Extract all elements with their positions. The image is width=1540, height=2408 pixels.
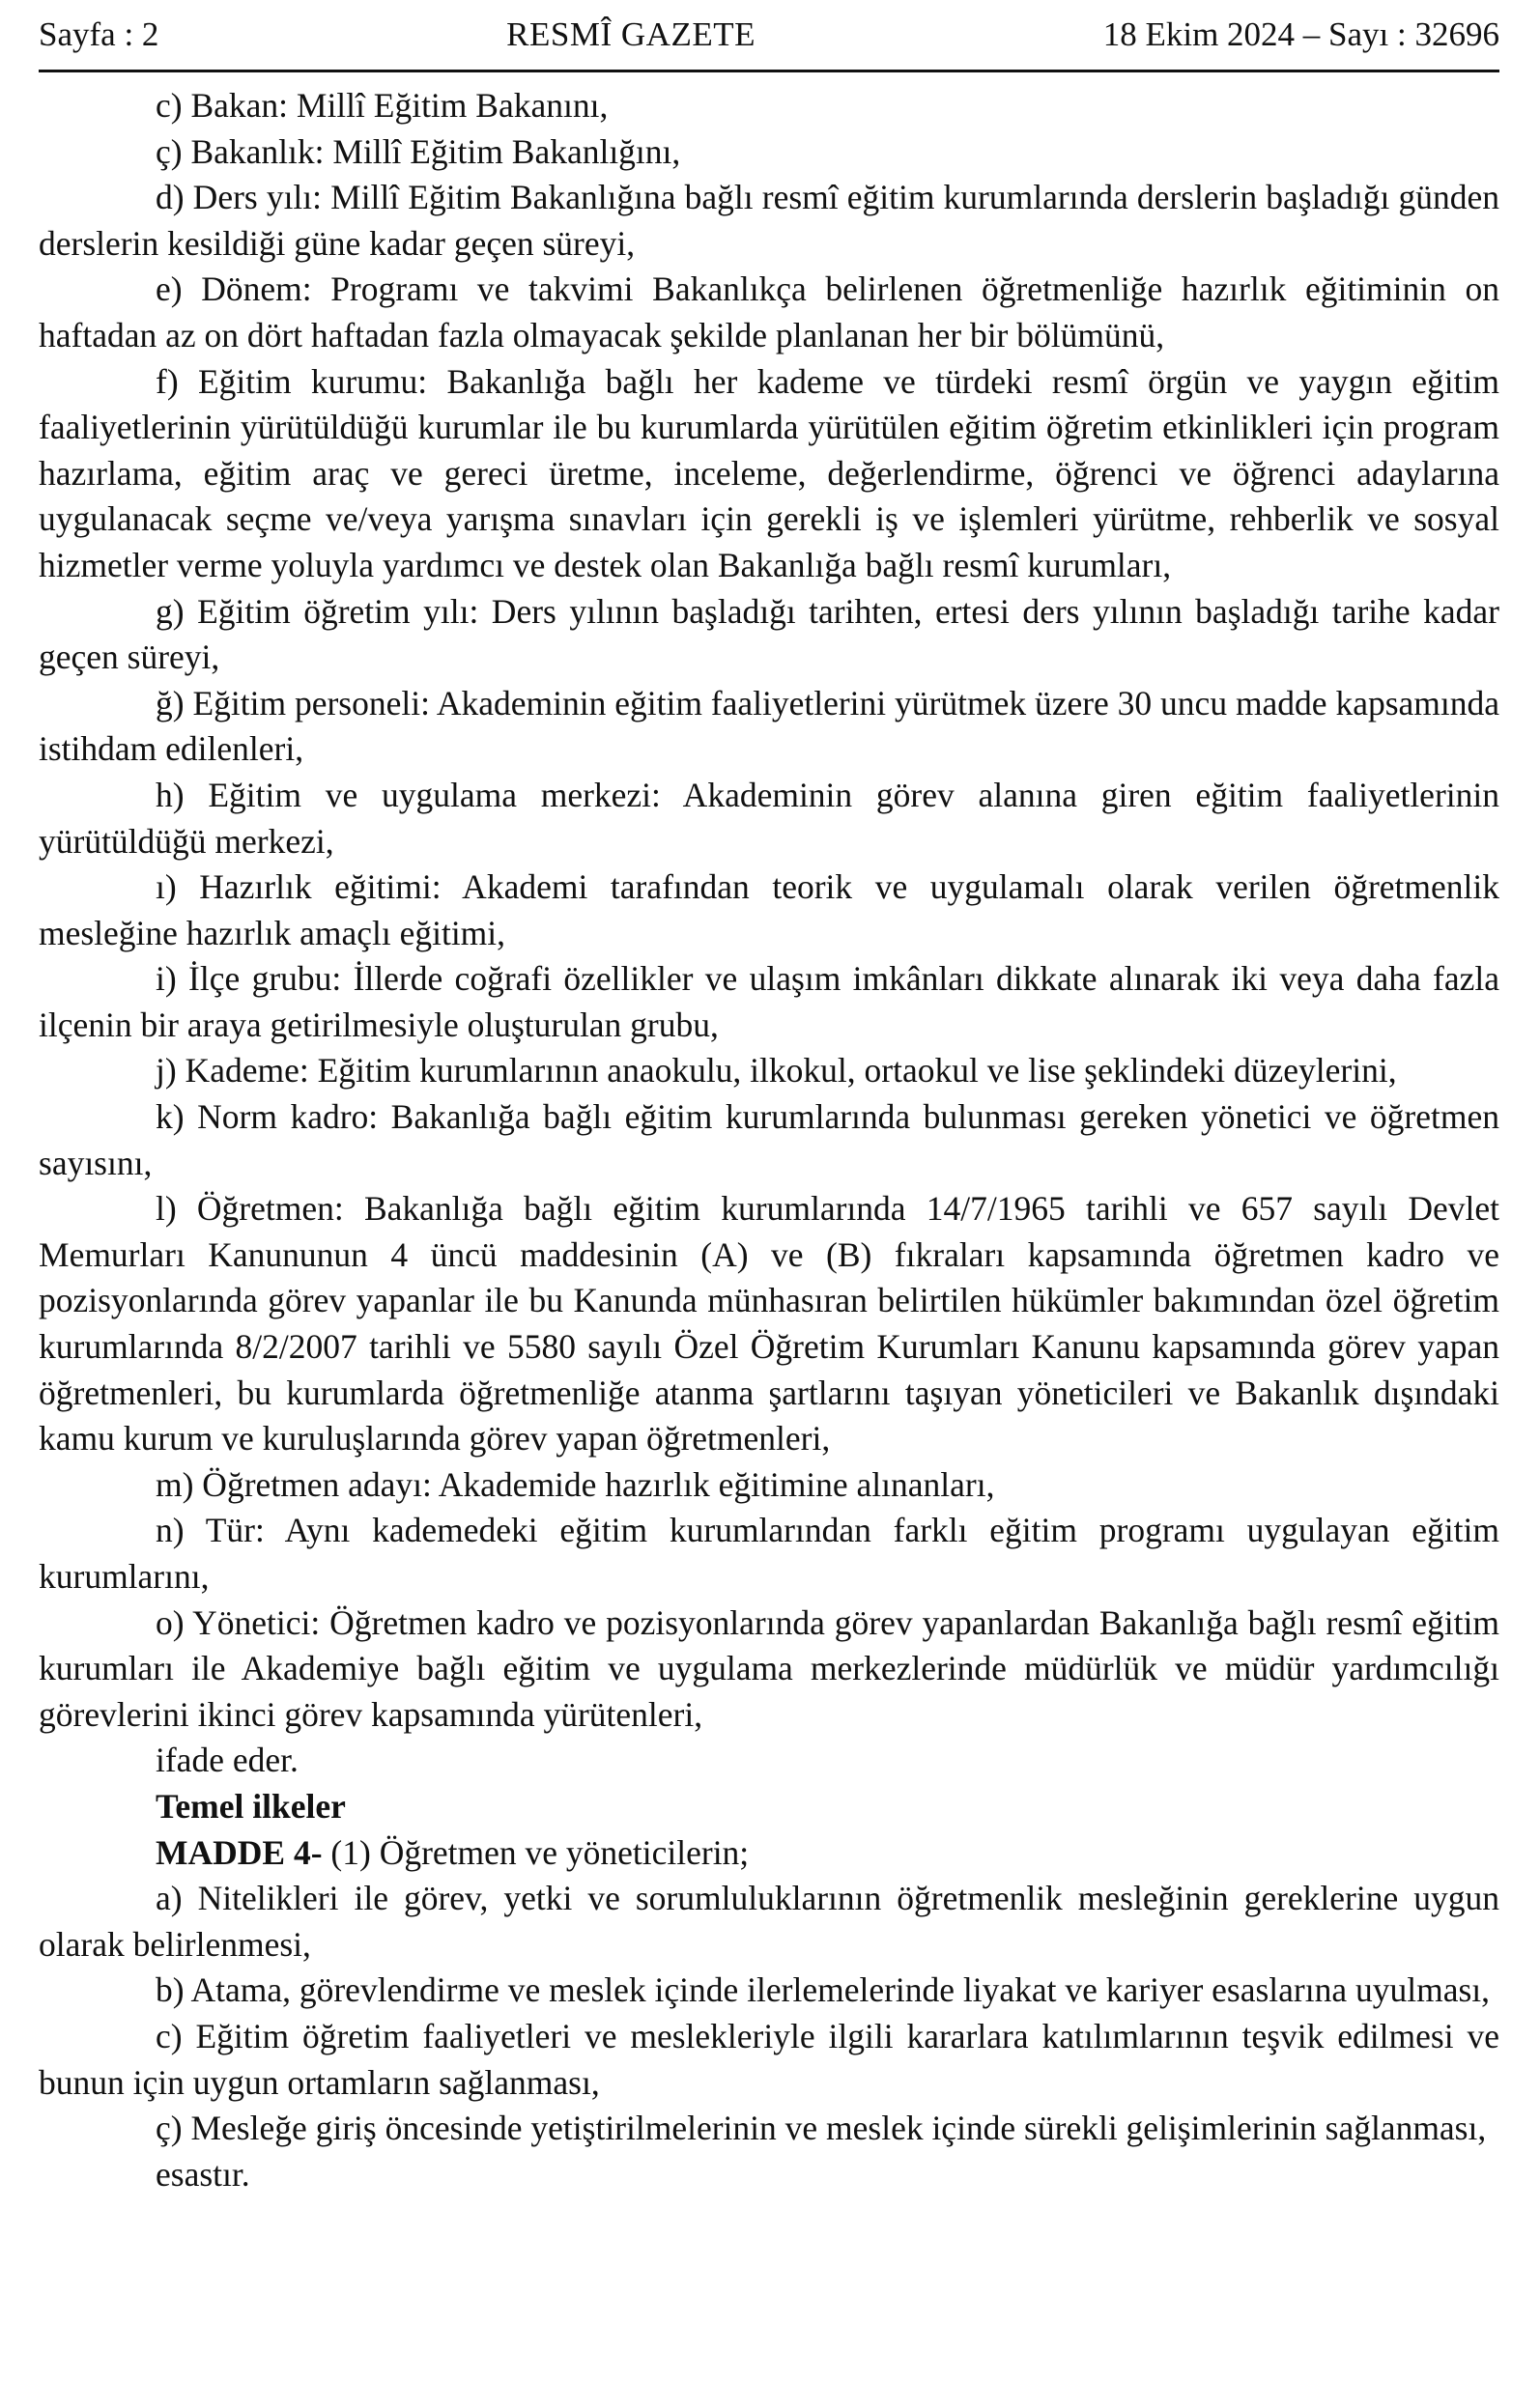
definitions-closing: ifade eder. <box>156 1741 299 1780</box>
principle-c: c) Eğitim öğretim faaliyetleri ve meslekleriyle ilgili kararlara katılımlarının teşvik edilmesi ve bunun için uygun ortamların sağlanması, <box>39 2016 1499 2102</box>
definition-gg: ğ) Eğitim personeli: Akademinin eğitim faaliyetlerini yürütmek üzere 30 uncu madde kapsamında istihdam edilenleri, <box>39 683 1500 769</box>
section-heading: Temel ilkeler <box>156 1786 346 1826</box>
definition-o: o) Yönetici: Öğretmen kadro ve pozisyonlarında görev yapanlardan Bakanlığa bağlı resmî eğitim kurumları ile Akademiye bağlı eğitim ve uygulama merkezlerinde müdürlük ve müdür yardımcılığı görevlerini ikinci görev kapsamında yürütenleri, <box>39 1602 1499 1734</box>
page-number: Sayfa : 2 <box>39 15 159 53</box>
definition-g: g) Eğitim öğretim yılı: Ders yılının başladığı tarihten, ertesi ders yılının başladığı tarihe kadar geçen süreyi, <box>39 591 1499 677</box>
definition-l: l) Öğretmen: Bakanlığa bağlı eğitim kurumlarında 14/7/1965 tarihli ve 657 sayılı Devlet Memurları Kanununun 4 üncü maddesinin (A) ve (B) fıkraları kapsamında öğretmen kadro ve pozisyonlarında görev yapanlar ile bu Kanunda münhasıran belirtilen hükümler bakımından özel öğretim kurumlarında 8/2/2007 tarihli ve 5580 sayılı Özel Öğretim Kurumları Kanunu kapsamında görev yapan öğretmenleri, bu kurumlarda öğretmenliğe atanma şartlarını taşıyan yöneticileri ve Bakanlık dışındaki kamu kurum ve kuruluşlarında görev yapan öğretmenleri, <box>39 1189 1499 1459</box>
article-label: MADDE 4- <box>156 1832 323 1872</box>
principle-b: b) Atama, görevlendirme ve meslek içinde ilerlemelerinde liyakat ve kariyer esaslarına uyulması, <box>156 1970 1491 2010</box>
definition-j: j) Kademe: Eğitim kurumlarının anaokulu, ilkokul, ortaokul ve lise şeklindeki düzeylerini, <box>156 1051 1397 1091</box>
definition-f: f) Eğitim kurumu: Bakanlığa bağlı her kademe ve türdeki resmî örgün ve yaygın eğitim faaliyetlerinin yürütüldüğü kurumlar ile bu kurumlarda yürütülen eğitim öğretim etkinlikleri için program hazırlama, eğitim araç ve gereci üretme, inceleme, değerlendirme, öğrenci ve öğrenci adaylarına uygulanacak seçme ve/veya yarışma sınavları için gerekli iş ve işlemleri yürütme, rehberlik ve sosyal hizmetler verme yoluyla yardımcı ve destek olan Bakanlığa bağlı resmî kurumları, <box>39 361 1499 584</box>
definition-d: d) Ders yılı: Millî Eğitim Bakanlığına bağlı resmî eğitim kurumlarında derslerin başladığı günden derslerin kesildiği güne kadar geçen süreyi, <box>39 178 1499 263</box>
definition-e: e) Dönem: Programı ve takvimi Bakanlıkça belirlenen öğretmenliğe hazırlık eğitiminin on haftadan az on dört haftadan fazla olmayacak şekilde planlanan her bir bölümünü, <box>39 269 1499 354</box>
definition-i: i) İlçe grubu: İllerde coğrafi özellikler ve ulaşım imkânları dikkate alınarak iki veya daha fazla ilçenin bir araya getirilmesiyle oluşturulan grubu, <box>39 959 1499 1044</box>
principle-cc: ç) Mesleğe giriş öncesinde yetiştirilmelerinin ve meslek içinde sürekli gelişimlerinin sağlanması, <box>156 2109 1487 2148</box>
definition-cc: ç) Bakanlık: Millî Eğitim Bakanlığını, <box>156 131 681 171</box>
definition-k: k) Norm kadro: Bakanlığa bağlı eğitim kurumlarında bulunması gereken yönetici ve öğretmen sayısını, <box>39 1097 1499 1182</box>
publication-title: RESMÎ GAZETE <box>506 15 756 53</box>
article-body <box>39 83 1499 2197</box>
definition-n: n) Tür: Aynı kademedeki eğitim kurumlarından farklı eğitim programı uygulayan eğitim kurumlarını, <box>39 1511 1499 1596</box>
article-4-text: (1) Öğretmen ve yöneticilerin; <box>322 1832 750 1872</box>
page-header <box>39 8 1499 62</box>
principle-a: a) Nitelikleri ile görev, yetki ve sorumluluklarının öğretmenlik mesleğinin gereklerine uygun olarak belirlenmesi, <box>39 1879 1499 1964</box>
definition-i-dotless: ı) Hazırlık eğitimi: Akademi tarafından teorik ve uygulamalı olarak verilen öğretmenlik mesleğine hazırlık amaçlı eğitimi, <box>39 867 1499 952</box>
definition-h: h) Eğitim ve uygulama merkezi: Akademinin görev alanına giren eğitim faaliyetlerinin yürütüldüğü merkezi, <box>39 775 1499 861</box>
article-4-intro <box>39 1830 1499 1877</box>
issue-date: 18 Ekim 2024 – Sayı : 32696 <box>1102 15 1499 53</box>
header-rule <box>39 70 1499 72</box>
definition-m: m) Öğretmen adayı: Akademide hazırlık eğitimine alınanları, <box>156 1464 995 1504</box>
definition-c: c) Bakan: Millî Eğitim Bakanını, <box>156 86 609 125</box>
principles-closing: esastır. <box>156 2154 250 2194</box>
